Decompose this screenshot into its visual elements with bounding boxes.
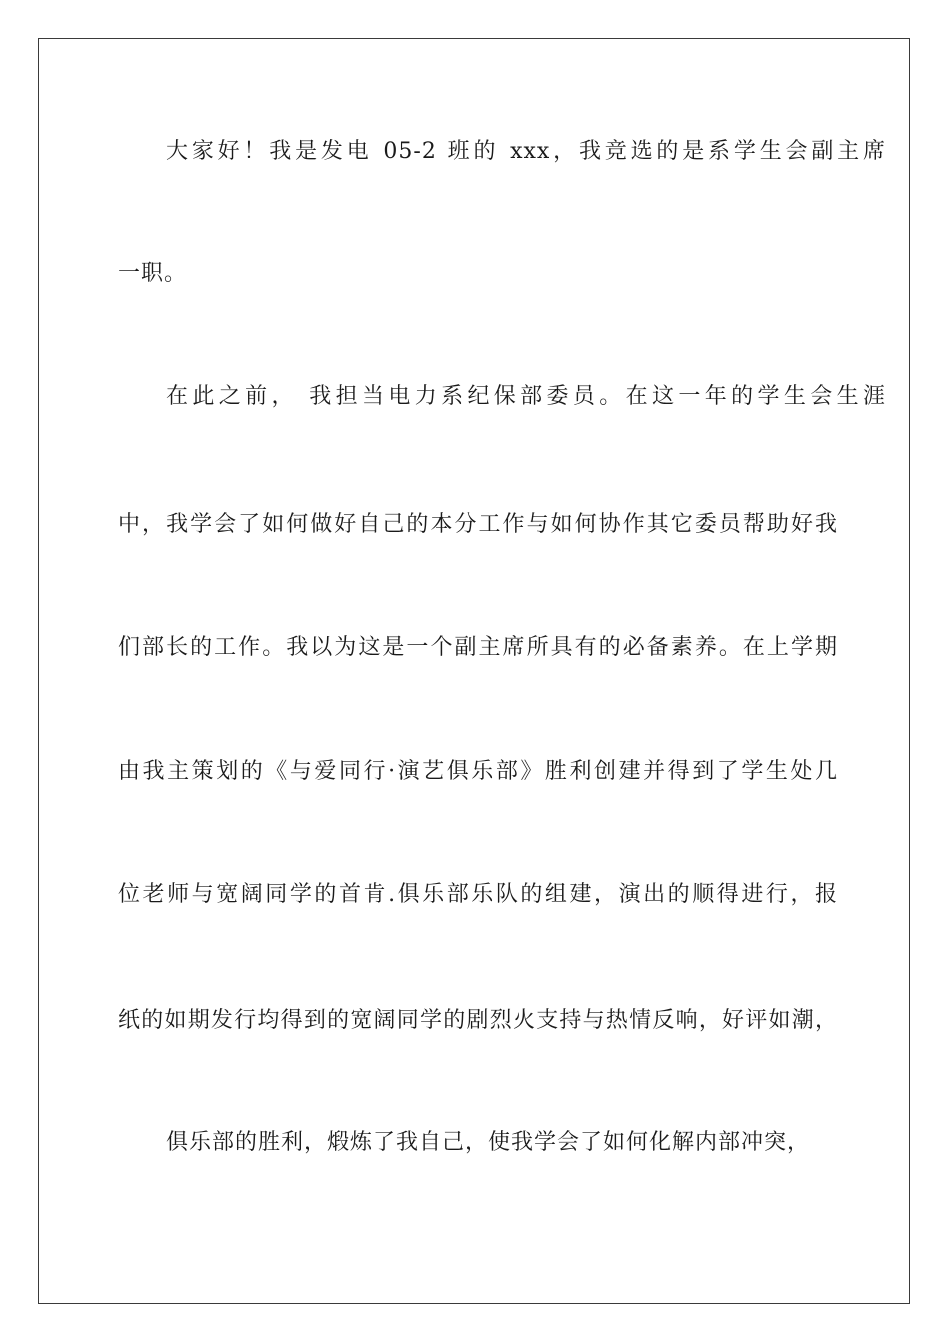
paragraph-line-4: 中，我学会了如何做好自己的本分工作与如何协作其它委员帮助好我 <box>118 512 838 537</box>
paragraph-line-3: 在此之前， 我担当电力系纪保部委员。在这一年的学生会生涯 <box>166 384 886 409</box>
paragraph-line-5: 们部长的工作。我以为这是一个副主席所具有的必备素养。在上学期 <box>118 635 838 660</box>
paragraph-line-8: 纸的如期发行均得到的宽阔同学的剧烈火支持与热情反响，好评如潮， <box>118 1008 838 1033</box>
paragraph-line-7: 位老师与宽阔同学的首肯.俱乐部乐队的组建，演出的顺得进行，报 <box>118 882 838 907</box>
paragraph-line-2: 一职。 <box>118 261 188 286</box>
paragraph-line-6: 由我主策划的《与爱同行·演艺俱乐部》胜利创建并得到了学生处几 <box>118 759 838 784</box>
page-border <box>38 38 910 1304</box>
paragraph-line-1: 大家好！我是发电 05-2 班的 xxx，我竞选的是系学生会副主席 <box>166 139 886 164</box>
paragraph-line-9: 俱乐部的胜利，煅炼了我自己，使我学会了如何化解内部冲突， <box>166 1130 811 1155</box>
